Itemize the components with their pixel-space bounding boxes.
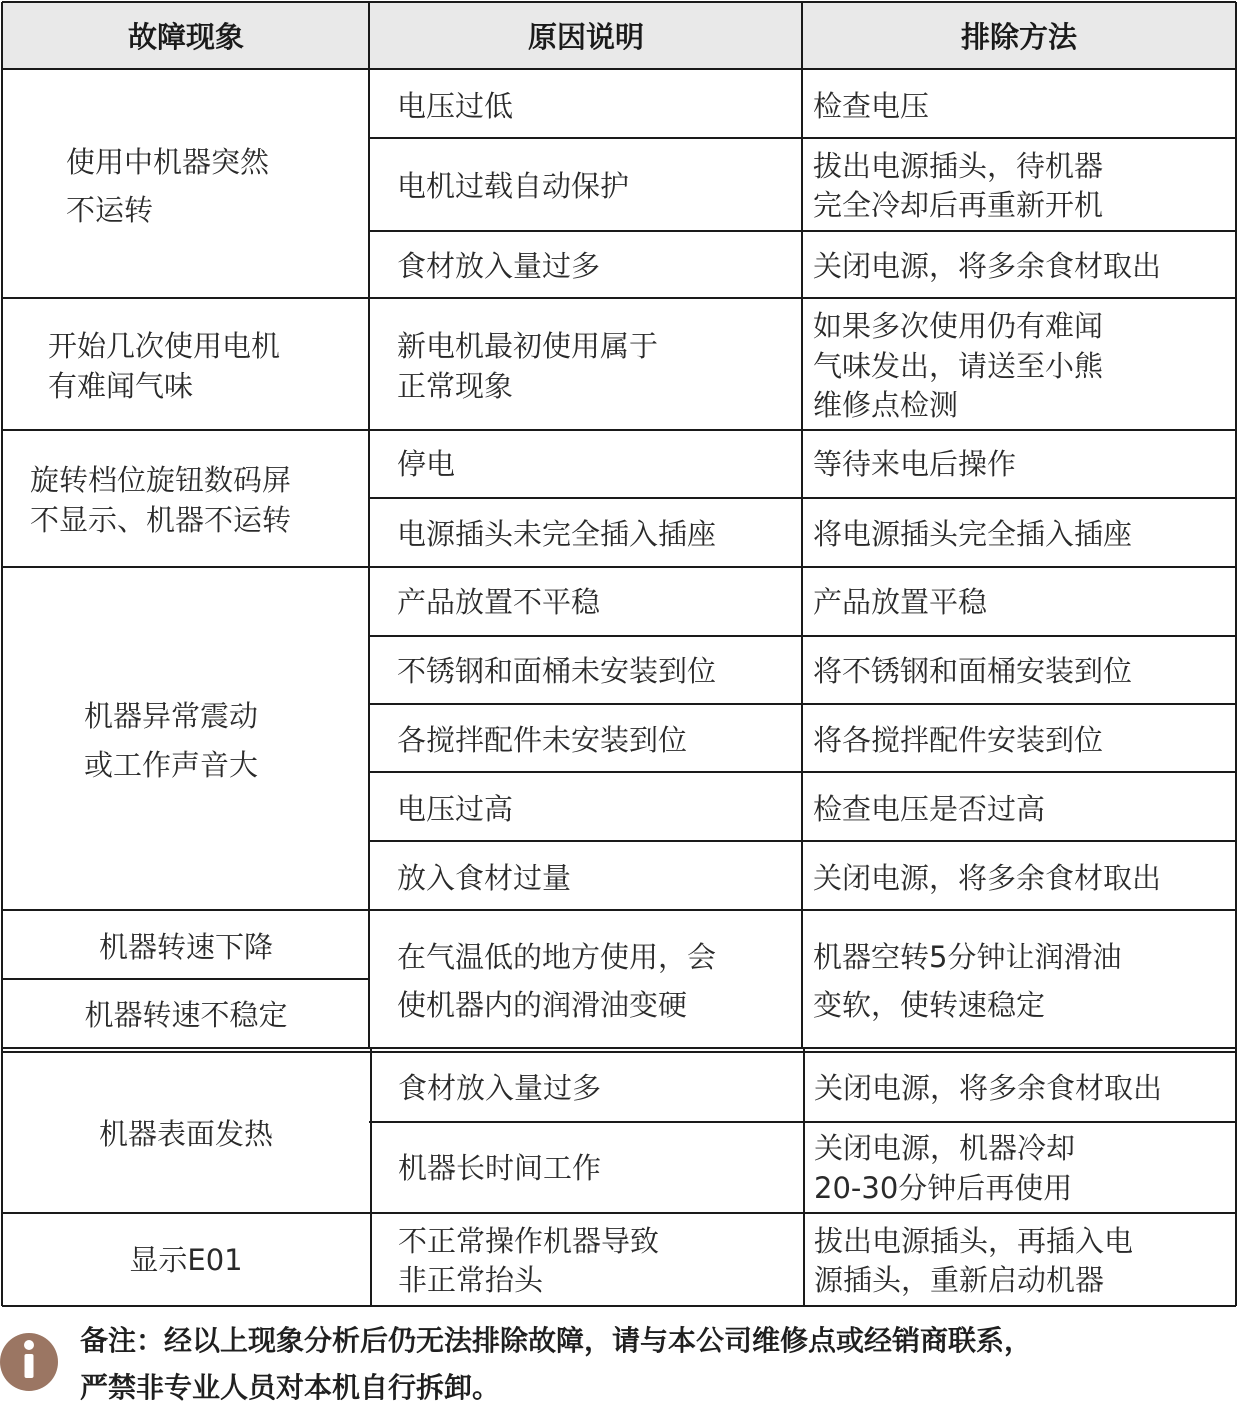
- header-cause: 原因说明: [527, 20, 645, 54]
- cause-cell: 电源插头未完全插入插座: [397, 517, 717, 551]
- cause-cell: 放入食材过量: [397, 861, 572, 895]
- remedy-cell: 将电源插头完全插入插座: [813, 517, 1133, 551]
- remedy-cell: 关闭电源，将多余食材取出: [814, 1071, 1163, 1105]
- remedy-cell: 关闭电源，将多余食材取出: [813, 249, 1162, 283]
- remedy-cell: 将不锈钢和面桶安装到位: [813, 654, 1133, 688]
- remedy-cell: 气味发出，请送至小熊: [813, 349, 1104, 383]
- symptom-cell: 或工作声音大: [84, 748, 259, 782]
- note-line: 备注：经以上现象分析后仍无法排除故障，请与本公司维修点或经销商联系，: [80, 1324, 1033, 1357]
- cause-cell: 不锈钢和面桶未安装到位: [397, 654, 717, 688]
- remedy-cell: 拔出电源插头，再插入电: [814, 1224, 1134, 1258]
- symptom-cell: 机器转速下降: [98, 930, 274, 964]
- info-icon: [0, 1333, 58, 1391]
- header-remedy: 排除方法: [960, 20, 1078, 54]
- remedy-cell: 完全冷却后再重新开机: [813, 188, 1104, 222]
- cause-cell: 新电机最初使用属于: [397, 329, 659, 363]
- symptom-cell: 机器表面发热: [98, 1117, 274, 1151]
- cause-cell: 食材放入量过多: [397, 249, 601, 283]
- symptom-cell: 不显示、机器不运转: [30, 503, 292, 537]
- cause-cell: 不正常操作机器导致: [398, 1224, 660, 1258]
- remedy-cell: 如果多次使用仍有难闻: [813, 309, 1104, 343]
- remedy-cell: 检查电压: [813, 89, 930, 123]
- symptom-cell: 不运转: [66, 193, 154, 227]
- cause-cell: 正常现象: [397, 369, 514, 403]
- remedy-cell: 维修点检测: [813, 388, 959, 422]
- remedy-cell: 检查电压是否过高: [813, 792, 1046, 826]
- symptom-cell: 旋转档位旋钮数码屏: [30, 463, 292, 497]
- symptom-cell: 开始几次使用电机: [48, 329, 281, 363]
- symptom-cell: 显示E01: [129, 1243, 243, 1277]
- symptom-cell: 使用中机器突然: [66, 145, 270, 179]
- cause-cell: 食材放入量过多: [398, 1071, 602, 1105]
- cause-cell: 电机过载自动保护: [397, 169, 630, 203]
- remedy-cell: 关闭电源，机器冷却: [814, 1131, 1076, 1165]
- remedy-cell: 等待来电后操作: [813, 447, 1017, 481]
- remedy-cell: 20-30分钟后再使用: [814, 1171, 1073, 1205]
- cause-cell: 停电: [397, 447, 456, 481]
- cause-cell: 各搅拌配件未安装到位: [397, 723, 688, 757]
- cause-cell: 机器长时间工作: [398, 1151, 602, 1185]
- header-symptom: 故障现象: [127, 20, 245, 54]
- symptom-cell: 有难闻气味: [48, 369, 194, 403]
- remedy-cell: 机器空转5分钟让润滑油: [813, 940, 1122, 974]
- remedy-cell: 关闭电源，将多余食材取出: [813, 861, 1162, 895]
- symptom-cell: 机器转速不稳定: [84, 998, 288, 1032]
- cause-cell: 非正常抬头: [398, 1263, 544, 1297]
- cause-cell: 使机器内的润滑油变硬: [397, 988, 688, 1022]
- remedy-cell: 变软，使转速稳定: [813, 988, 1046, 1022]
- cause-cell: 电压过高: [397, 792, 514, 826]
- note-section: [0, 1315, 1244, 1411]
- cause-cell: 在气温低的地方使用，会: [397, 940, 717, 974]
- remedy-cell: 源插头，重新启动机器: [814, 1263, 1105, 1297]
- cause-cell: 电压过低: [397, 89, 514, 123]
- remedy-cell: 将各搅拌配件安装到位: [813, 723, 1104, 757]
- remedy-cell: 产品放置平稳: [813, 585, 988, 619]
- symptom-cell: 机器异常震动: [84, 699, 259, 733]
- remedy-cell: 拔出电源插头，待机器: [813, 149, 1104, 183]
- cause-cell: 产品放置不平稳: [397, 585, 601, 619]
- note-line: 严禁非专业人员对本机自行拆卸。: [80, 1371, 501, 1404]
